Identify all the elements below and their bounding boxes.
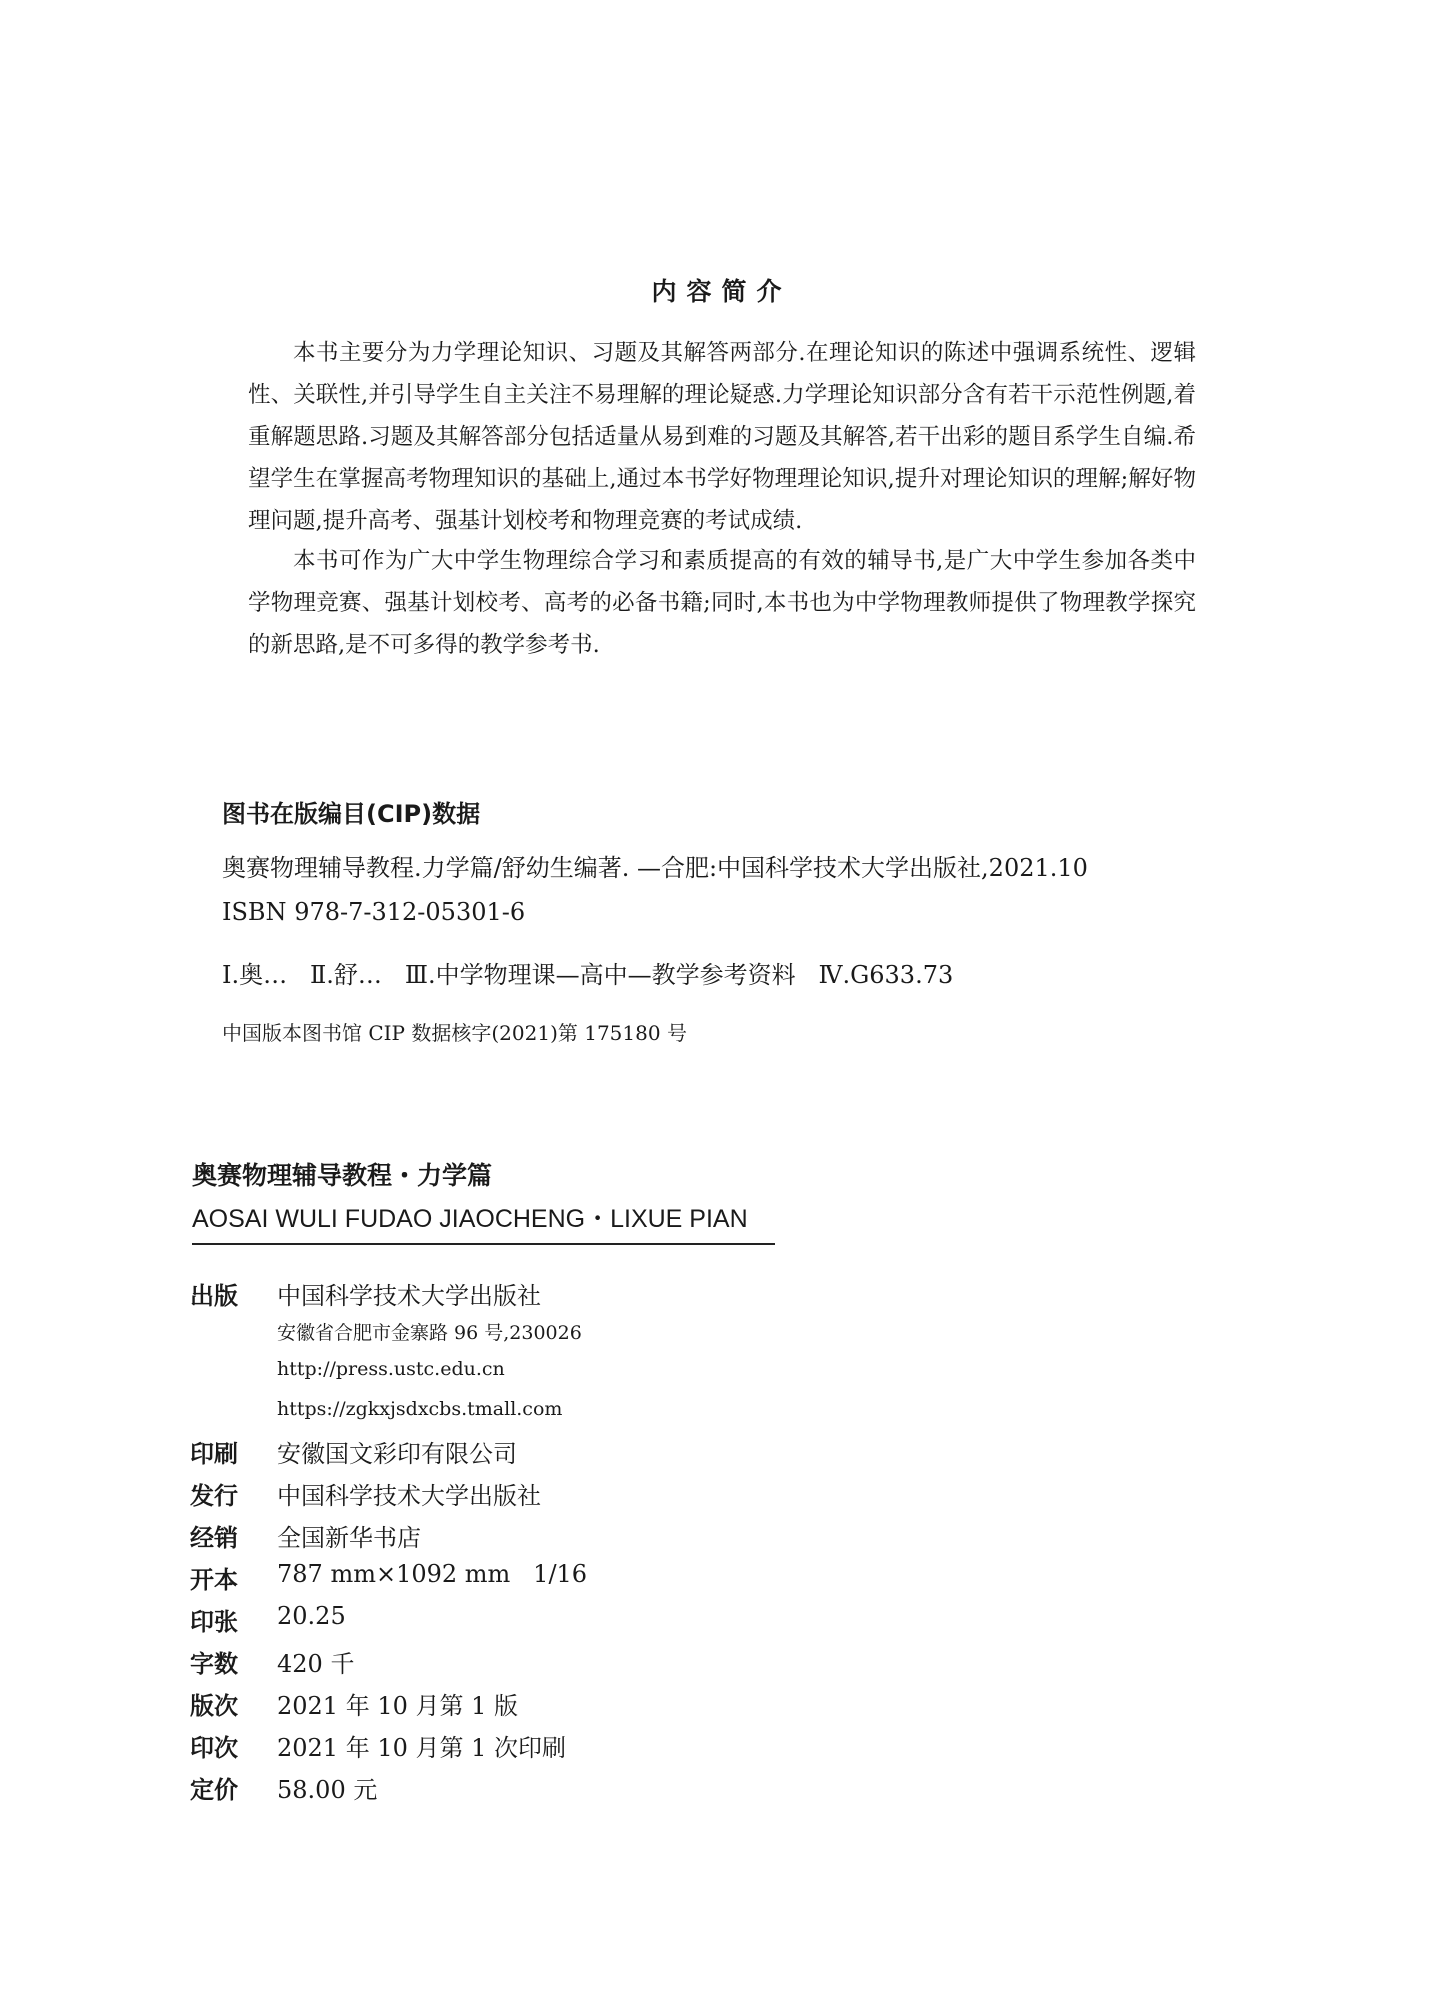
cip-isbn: ISBN 978-7-312-05301-6 (222, 898, 526, 926)
book-title-pinyin: AOSAI WULI FUDAO JIAOCHENG・LIXUE PIAN (192, 1205, 748, 1233)
sheets-value: 20.25 (277, 1602, 346, 1630)
publisher-store-url: https://zgkxjsdxcbs.tmall.com (277, 1398, 563, 1420)
price-value: 58.00 元 (277, 1776, 378, 1804)
printing-label: 印次 (190, 1734, 238, 1762)
book-title: 奥赛物理辅导教程・力学篇 (192, 1161, 493, 1190)
format-value: 787 mm×1092 mm 1/16 (277, 1560, 588, 1588)
cip-classification: Ⅰ.奥… Ⅱ.舒… Ⅲ.中学物理课—高中—教学参考资料 Ⅳ.G633.73 (222, 961, 954, 989)
price-label: 定价 (190, 1776, 238, 1804)
intro-paragraph: 本书可作为广大中学生物理综合学习和素质提高的有效的辅导书,是广大中学生参加各类中学物理竞赛、强基计划校考、高考的必备书籍;同时,本书也为中学物理教师提供了物理教学探究的新思路,是不可多得的教学参考书. (248, 548, 1196, 658)
edition-label: 版次 (190, 1692, 238, 1720)
cip-heading: 图书在版编目(CIP)数据 (222, 800, 481, 828)
seller-value: 全国新华书店 (277, 1524, 421, 1552)
publisher-label: 出版 (190, 1282, 238, 1310)
cip-record: 奥赛物理辅导教程.力学篇/舒幼生编著. —合肥:中国科学技术大学出版社,2021.10 (222, 854, 1088, 882)
printer-label: 印刷 (190, 1440, 238, 1468)
intro-paragraph: 本书主要分为力学理论知识、习题及其解答两部分.在理论知识的陈述中强调系统性、逻辑性、关联性,并引导学生自主关注不易理解的理论疑惑.力学理论知识部分含有若干示范性例题,着重解题思路.习题及其解答部分包括适量从易到难的习题及其解答,若干出彩的题目系学生自编.希望学生在掌握高考物理知识的基础上,通过本书学好物理理论知识,提升对理论知识的理解;解好物理问题,提升高考、强基计划校考和物理竞赛的考试成绩. (248, 340, 1196, 534)
seller-label: 经销 (190, 1524, 238, 1552)
title-divider (192, 1243, 775, 1245)
edition-value: 2021 年 10 月第 1 版 (277, 1692, 519, 1720)
distributor-value: 中国科学技术大学出版社 (277, 1482, 541, 1510)
publisher-url: http://press.ustc.edu.cn (277, 1358, 505, 1380)
cip-verification: 中国版本图书馆 CIP 数据核字(2021)第 175180 号 (222, 1021, 687, 1045)
publisher-value: 中国科学技术大学出版社 (277, 1282, 541, 1310)
intro-title: 内容简介 (651, 277, 792, 306)
distributor-label: 发行 (190, 1482, 238, 1510)
sheets-label: 印张 (190, 1608, 238, 1636)
printing-value: 2021 年 10 月第 1 次印刷 (277, 1734, 567, 1762)
word-count-value: 420 千 (277, 1650, 355, 1678)
publisher-address: 安徽省合肥市金寨路 96 号,230026 (277, 1322, 582, 1344)
format-label: 开本 (190, 1566, 238, 1594)
word-count-label: 字数 (190, 1650, 238, 1678)
printer-value: 安徽国文彩印有限公司 (277, 1440, 517, 1468)
